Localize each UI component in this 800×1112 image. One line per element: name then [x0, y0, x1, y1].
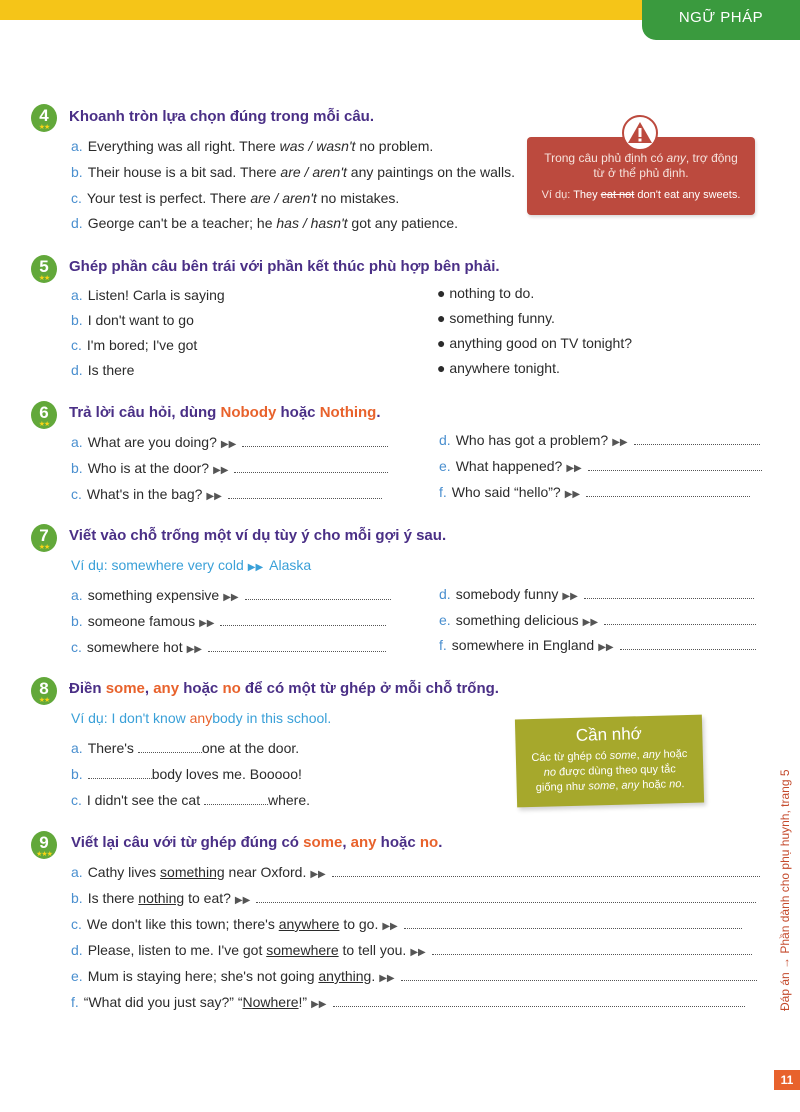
ex5-right-item: ● something funny.: [437, 310, 555, 326]
answer-line[interactable]: [234, 461, 388, 473]
answer-line[interactable]: [333, 995, 745, 1007]
exercise-8-badge: 8 ★★: [31, 677, 57, 705]
answer-key-sidebar: Đáp án → Phần dành cho phụ huynh, trang 5: [778, 769, 792, 1011]
arrow-icon: ▶▶: [311, 999, 327, 1010]
ex7-item: a. something expensive ▶▶: [71, 587, 391, 603]
exercise-5-badge: 5 ★★: [31, 255, 57, 283]
ex7-item: c. somewhere hot ▶▶: [71, 639, 386, 655]
answer-blank[interactable]: [204, 793, 268, 805]
answer-line[interactable]: [586, 485, 750, 497]
ex8-item: a. There's one at the door.: [71, 740, 300, 756]
ex9-item: f. “What did you just say?” “Nowhere!” ▶▶: [71, 994, 745, 1010]
exercise-8-title: Điền some, any hoặc no để có một từ ghép ở mỗi chỗ trống.: [69, 680, 499, 697]
ex6-item: a. What are you doing? ▶▶: [71, 434, 388, 450]
bullet-icon: ●: [437, 310, 450, 326]
exercise-7-title: Viết vào chỗ trống một ví dụ tùy ý cho mỗi gợi ý sau.: [69, 527, 447, 544]
arrow-icon: ▶▶: [186, 644, 202, 655]
arrow-icon: ▶▶: [206, 491, 222, 502]
ex6-item: d. Who has got a problem? ▶▶: [439, 432, 760, 448]
ex7-item: d. somebody funny ▶▶: [439, 586, 754, 602]
answer-line[interactable]: [242, 435, 388, 447]
arrow-icon: ▶▶: [213, 465, 229, 476]
difficulty-stars-icon: ★★: [38, 421, 50, 428]
exercise-6-badge: 6 ★★: [31, 401, 57, 429]
answer-line[interactable]: [432, 943, 752, 955]
arrow-icon: ▶▶: [612, 437, 628, 448]
ex5-right-item: ● nothing to do.: [437, 285, 535, 301]
answer-line[interactable]: [404, 917, 742, 929]
ex4-item: b. Their house is a bit sad. There are / aren't any paintings on the walls.: [71, 164, 516, 180]
ex4-item: c. Your test is perfect. There are / aren't no mistakes.: [71, 190, 400, 206]
ex4-item: a. Everything was all right. There was / wasn't no problem.: [71, 138, 434, 154]
ex4-item: d. George can't be a teacher; he has / hasn't got any patience.: [71, 215, 459, 231]
exercise-9-badge: 9 ★★★: [31, 831, 57, 859]
ex6-item: b. Who is at the door? ▶▶: [71, 460, 388, 476]
arrow-icon: ▶▶: [234, 895, 251, 906]
warning-icon: [622, 115, 658, 151]
arrow-icon: ▶▶: [410, 947, 426, 958]
answer-line[interactable]: [256, 891, 756, 903]
remember-note: Cần nhớ Các từ ghép có some, any hoặc no được dùng theo quy tắc giống như some, any hoặc no.: [515, 715, 704, 808]
difficulty-stars-icon: ★★: [38, 275, 50, 282]
ex6-item: f. Who said “hello”? ▶▶: [439, 484, 750, 500]
ex5-left-item: c. I'm bored; I've got: [71, 337, 198, 353]
negation-note: Trong câu phủ định có any, trợ động từ ở thể phủ định. Ví dụ: They eat not don't eat any sweets.: [527, 137, 755, 215]
ex7-item: e. something delicious ▶▶: [439, 612, 756, 628]
answer-line[interactable]: [634, 433, 760, 445]
arrow-icon: ▶▶: [220, 439, 237, 450]
exercise-6-title: Trả lời câu hỏi, dùng Nobody hoặc Nothing.: [69, 404, 381, 421]
ex5-right-item: ● anywhere tonight.: [437, 360, 560, 376]
answer-blank[interactable]: [138, 741, 202, 753]
answer-line[interactable]: [228, 487, 382, 499]
arrow-icon: ▶▶: [379, 973, 395, 984]
exercise-4-title: Khoanh tròn lựa chọn đúng trong mỗi câu.: [69, 108, 375, 125]
answer-line[interactable]: [245, 588, 391, 600]
ex9-item: e. Mum is staying here; she's not going anything. ▶▶: [71, 968, 757, 984]
arrow-icon: ▶▶: [310, 869, 326, 880]
exercise-7-badge: 7 ★★: [31, 524, 57, 552]
ex9-item: c. We don't like this town; there's anywhere to go. ▶▶: [71, 916, 742, 932]
arrow-icon: ▶▶: [566, 463, 582, 474]
ex9-item: b. Is there nothing to eat? ▶▶: [71, 890, 756, 906]
arrow-icon: ▶▶: [382, 921, 398, 932]
difficulty-stars-icon: ★★★: [36, 851, 52, 858]
ex5-left-item: b. I don't want to go: [71, 312, 194, 328]
ex5-right-item: ● anything good on TV tonight?: [437, 335, 633, 351]
answer-line[interactable]: [604, 613, 756, 625]
answer-line[interactable]: [584, 587, 754, 599]
ex8-item: c. I didn't see the cat where.: [71, 792, 311, 808]
exercise-4-badge: 4 ★★: [31, 104, 57, 132]
ex7-item: f. somewhere in England ▶▶: [439, 637, 756, 653]
ex6-item: e. What happened? ▶▶: [439, 458, 762, 474]
answer-line[interactable]: [401, 969, 757, 981]
page-number: 11: [774, 1070, 800, 1090]
difficulty-stars-icon: ★★: [38, 124, 50, 131]
ex5-left-item: a. Listen! Carla is saying: [71, 287, 225, 303]
difficulty-stars-icon: ★★: [38, 544, 50, 551]
ex8-example: Ví dụ: I don't know anybody in this school.: [71, 710, 332, 726]
bullet-icon: ●: [437, 335, 450, 351]
bullet-icon: ●: [437, 360, 450, 376]
answer-line[interactable]: [208, 640, 386, 652]
ex7-item: b. someone famous ▶▶: [71, 613, 386, 629]
exercise-5-title: Ghép phần câu bên trái với phần kết thúc phù hợp bên phải.: [69, 258, 500, 275]
arrow-icon: ▶▶: [562, 591, 578, 602]
arrow-icon: ▶▶: [199, 618, 215, 629]
answer-line[interactable]: [332, 865, 760, 877]
ex8-item: b. body loves me. Booooo!: [71, 766, 302, 782]
arrow-icon: ▶▶: [223, 592, 239, 603]
exercise-9-title: Viết lại câu với từ ghép đúng có some, any hoặc no.: [71, 834, 443, 851]
ex6-item: c. What's in the bag? ▶▶: [71, 486, 382, 502]
section-tab: NGỮ PHÁP: [642, 0, 800, 40]
arrow-icon: ▶▶: [598, 642, 614, 653]
answer-line[interactable]: [588, 459, 762, 471]
arrow-icon: ▶▶: [564, 489, 581, 500]
answer-blank[interactable]: [88, 767, 152, 779]
answer-line[interactable]: [220, 614, 386, 626]
arrow-icon: ▶▶: [582, 617, 599, 628]
ex9-item: a. Cathy lives something near Oxford. ▶▶: [71, 864, 760, 880]
arrow-icon: ▶▶: [247, 562, 264, 573]
answer-line[interactable]: [620, 638, 756, 650]
ex5-left-item: d. Is there: [71, 362, 135, 378]
bullet-icon: ●: [437, 285, 450, 301]
ex9-item: d. Please, listen to me. I've got somewhere to tell you. ▶▶: [71, 942, 752, 958]
ex7-example: Ví dụ: somewhere very cold ▶▶ Alaska: [71, 557, 312, 573]
difficulty-stars-icon: ★★: [38, 697, 50, 704]
